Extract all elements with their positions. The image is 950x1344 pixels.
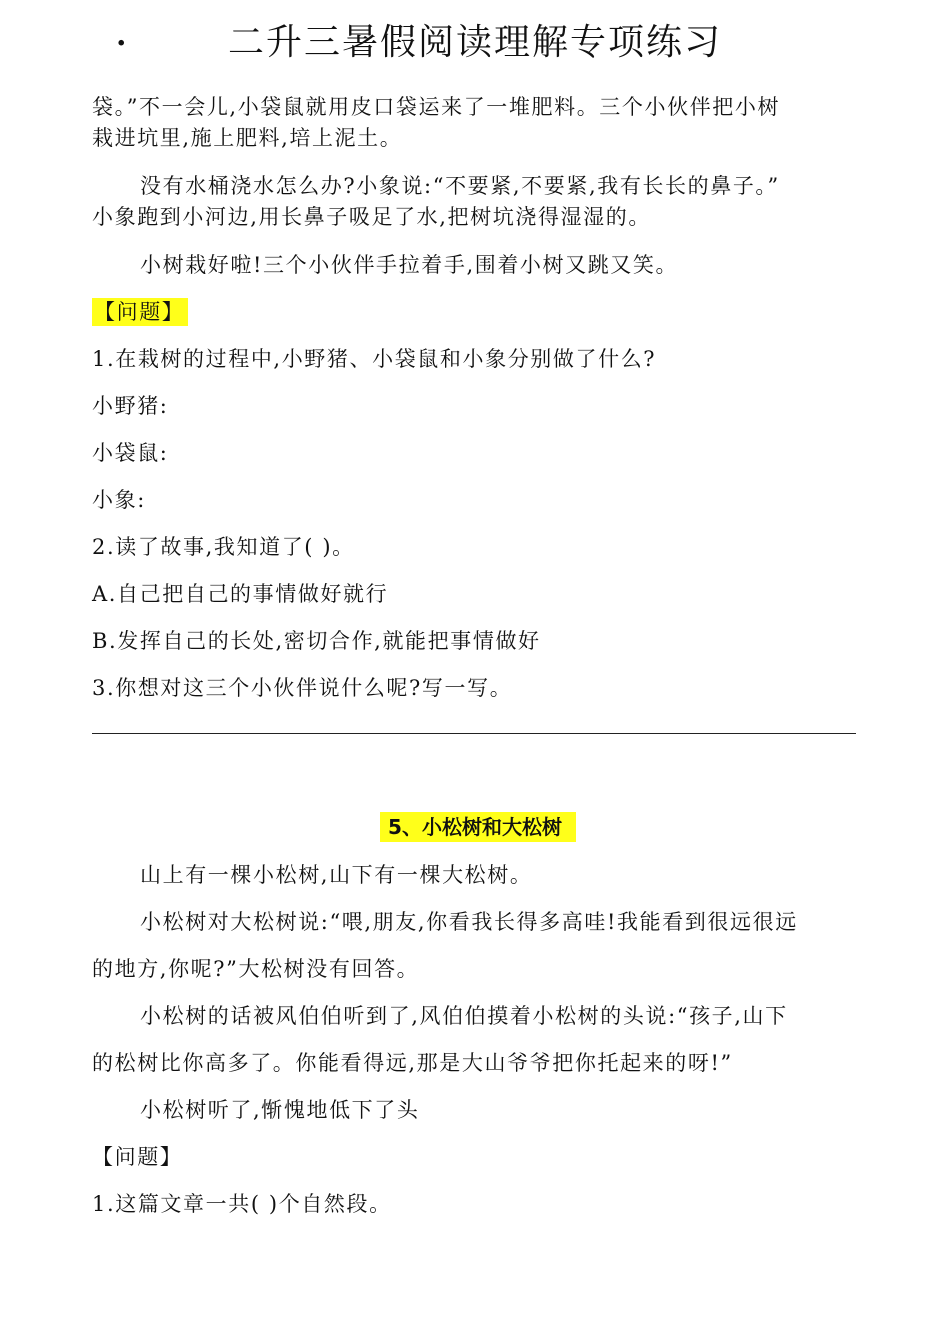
story2-paragraph-line: 山上有一棵小松树,山下有一棵大松树。: [140, 863, 533, 887]
story1-paragraph-line: 袋。”不一会儿,小袋鼠就用皮口袋运来了一堆肥料。三个小伙伴把小树: [92, 95, 781, 119]
page-header: [0, 8, 950, 64]
page-title: 二升三暑假阅读理解专项练习: [227, 22, 722, 63]
story2-title: [0, 812, 950, 842]
story2-paragraph-line: 小松树听了,惭愧地低下了头: [140, 1098, 420, 1122]
story1-paragraph-line: 小象跑到小河边,用长鼻子吸足了水,把树坑浇得湿湿的。: [92, 205, 651, 229]
answer-writing-line: [92, 733, 856, 734]
story2-paragraph-line: 的松树比你高多了。你能看得远,那是大山爷爷把你托起来的呀!”: [92, 1051, 733, 1075]
story2-question-label: 【问题】: [92, 1145, 183, 1169]
story1-answer-label: 小象:: [92, 488, 146, 512]
story1-option: A.自己把自己的事情做好就行: [92, 582, 389, 606]
story2-paragraph-line: 小松树的话被风伯伯听到了,风伯伯摸着小松树的头说:“孩子,山下: [140, 1004, 788, 1028]
story2-paragraph-line: 的地方,你呢?”大松树没有回答。: [92, 957, 420, 981]
story1-question: 1.在栽树的过程中,小野猪、小袋鼠和小象分别做了什么?: [92, 347, 657, 371]
story1-question-label: [92, 297, 862, 327]
story1-paragraph-line: 小树栽好啦!三个小伙伴手拉着手,围着小树又跳又笑。: [140, 253, 679, 277]
story1-answer-label: 小野猪:: [92, 394, 169, 418]
story1-question: 3.你想对这三个小伙伴说什么呢?写一写。: [92, 676, 513, 700]
story1-paragraph-line: 没有水桶浇水怎么办?小象说:“不要紧,不要紧,我有长长的鼻子。”: [140, 174, 780, 198]
story1-paragraph-line: 栽进坑里,施上肥料,培上泥土。: [92, 126, 403, 150]
story2-question: 1.这篇文章一共( )个自然段。: [92, 1192, 392, 1216]
story1-answer-label: 小袋鼠:: [92, 441, 169, 465]
header-dot: .: [116, 18, 127, 53]
story2-title-highlight: 5、小松树和大松树: [380, 812, 576, 842]
story1-option: B.发挥自己的长处,密切合作,就能把事情做好: [92, 629, 541, 653]
story1-question: 2.读了故事,我知道了( )。: [92, 535, 355, 559]
story2-paragraph-line: 小松树对大松树说:“喂,朋友,你看我长得多高哇!我能看到很远很远: [140, 910, 798, 934]
question-label-highlight: 【问题】: [92, 298, 188, 326]
